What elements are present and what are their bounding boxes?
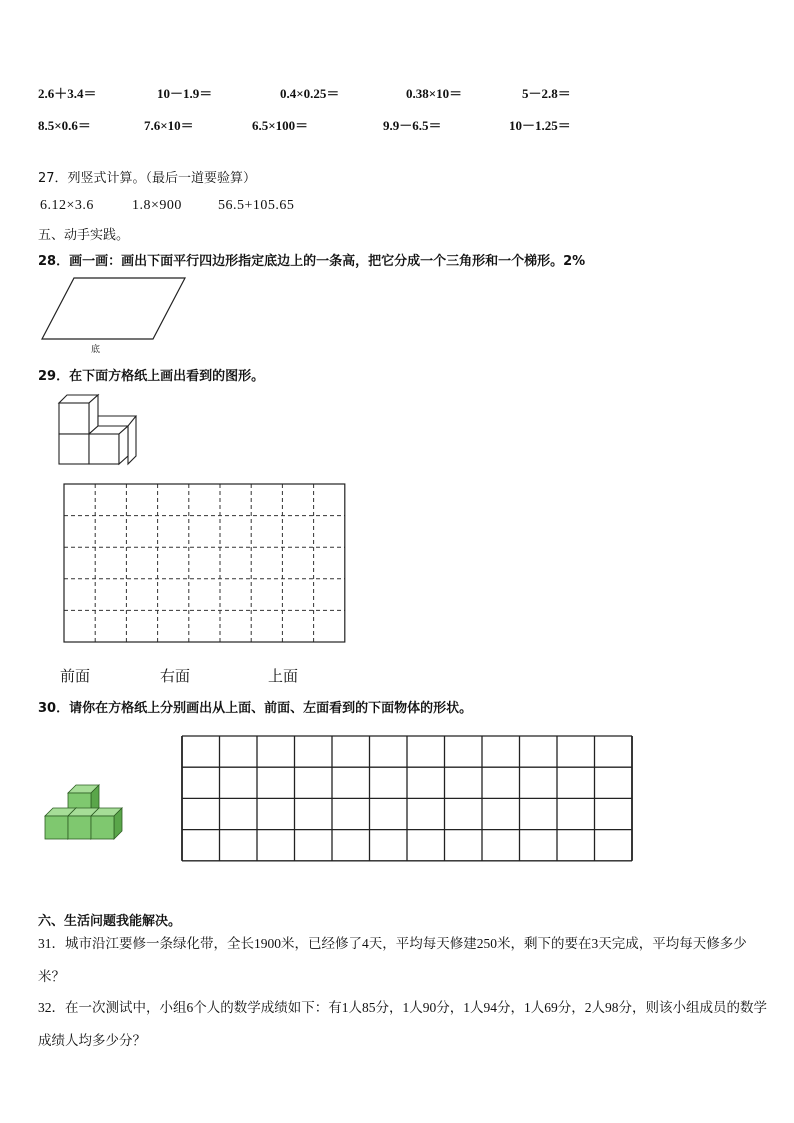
question-30-title: 30．请你在方格纸上分别画出从上面、前面、左面看到的下面物体的形状。 bbox=[38, 701, 473, 716]
calc-item: 10－1.25＝ bbox=[509, 118, 571, 133]
calc-item: 6.5×100＝ bbox=[252, 118, 309, 133]
section-6-heading: 六、生活问题我能解决。 bbox=[38, 914, 182, 929]
calc-item: 2.6＋3.4＝ bbox=[38, 86, 97, 101]
question-29-title: 29．在下面方格纸上画出看到的图形。 bbox=[38, 369, 265, 384]
right-view-label: 右面 bbox=[160, 667, 191, 685]
front-view-label: 前面 bbox=[60, 667, 91, 685]
section-5-heading: 五、动手实践。 bbox=[38, 228, 130, 243]
calc-item: 9.9－6.5＝ bbox=[383, 118, 442, 133]
calc-item: 5－2.8＝ bbox=[522, 86, 571, 101]
calc-item: 10－1.9＝ bbox=[157, 86, 213, 101]
vertical-calc-item: 56.5+105.65 bbox=[218, 198, 295, 213]
question-32-text: 32．在一次测试中，小组6个人的数学成绩如下：有1人85分，1人90分，1人94分，1人69分，2人98分，则该小组成员的数学成绩人均多少分？ bbox=[38, 1000, 767, 1048]
calc-item: 7.6×10＝ bbox=[144, 118, 194, 133]
question-28-title: 28．画一画：画出下面平行四边形指定底边上的一条高，把它分成一个三角形和一个梯形。2% bbox=[38, 254, 586, 269]
base-label: 底 bbox=[91, 345, 101, 355]
calc-item: 0.38×10＝ bbox=[406, 86, 463, 101]
question-27-title: 27．列竖式计算。（最后一道要验算） bbox=[38, 171, 257, 186]
question-31-text: 31．城市沿江要修一条绿化带，全长1900米，已经修了4天，平均每天修建250米，剩下的要在3天完成，平均每天修多少米？ bbox=[38, 936, 747, 984]
calc-item: 8.5×0.6＝ bbox=[38, 118, 91, 133]
vertical-calc-item: 1.8×900 bbox=[132, 198, 182, 213]
top-view-label: 上面 bbox=[268, 667, 299, 685]
calc-item: 0.4×0.25＝ bbox=[280, 86, 340, 101]
vertical-calc-item: 6.12×3.6 bbox=[40, 198, 94, 213]
